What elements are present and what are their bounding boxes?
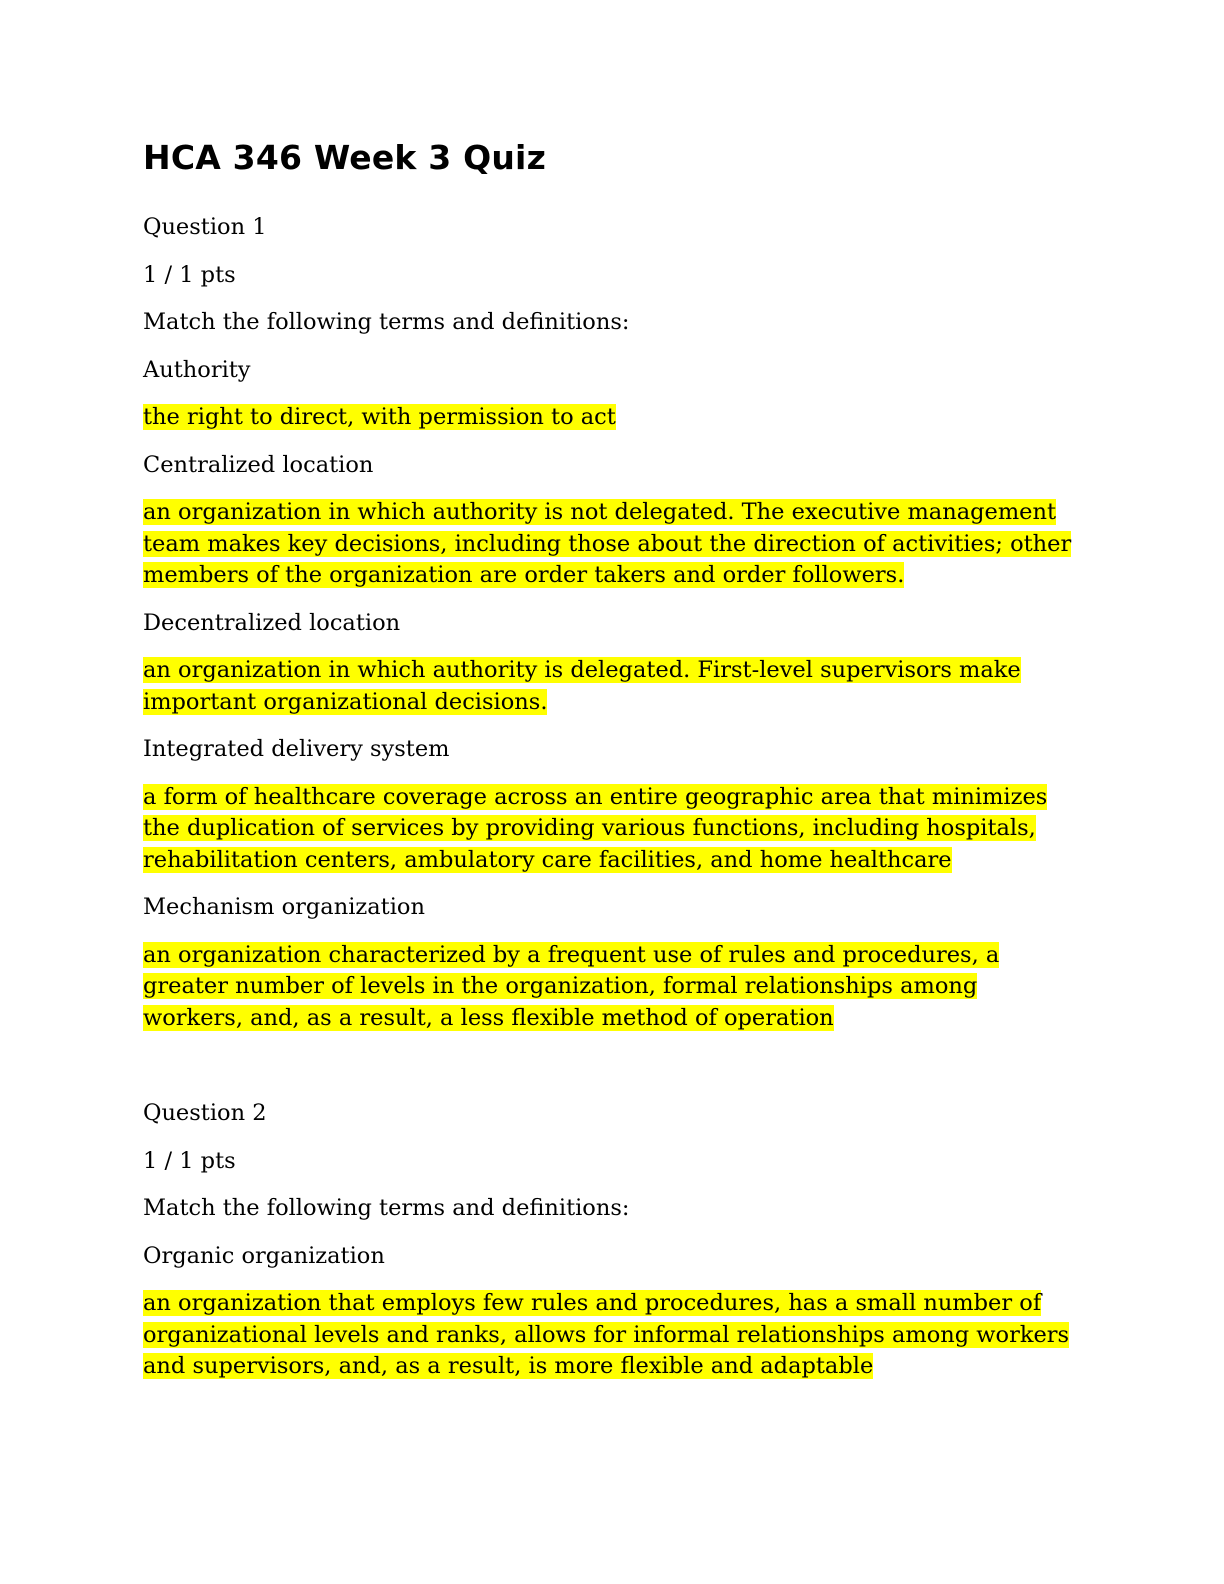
highlighted-answer: the right to direct, with permission to act bbox=[143, 404, 616, 430]
question-prompt: Match the following terms and definitions: bbox=[143, 1195, 630, 1221]
term-authority: Authority bbox=[143, 356, 251, 383]
definition-centralized-location bbox=[143, 497, 1073, 592]
definition-decentralized-location bbox=[143, 655, 1073, 718]
definition-integrated-delivery-system bbox=[143, 782, 1073, 877]
document-title: HCA 346 Week 3 Quiz bbox=[143, 138, 546, 177]
question-1 bbox=[143, 212, 1073, 1034]
term-organic-organization: Organic organization bbox=[143, 1242, 385, 1269]
definition-mechanism-organization bbox=[143, 940, 1073, 1035]
term-mechanism-organization: Mechanism organization bbox=[143, 894, 425, 920]
highlighted-answer: a form of healthcare coverage across an entire geographic area that minimizes the duplication of services by providing various functions, including hospitals, rehabilitation centers, ambulatory care facilities, and home healthcare bbox=[143, 783, 1048, 873]
highlighted-answer: an organization in which authority is not delegated. The executive management team makes key decisions, including those about the direction of activities; other members of the organization are order takers and order followers. bbox=[143, 499, 1072, 588]
question-prompt: Match the following terms and definitions: bbox=[143, 309, 630, 335]
question-2 bbox=[143, 1098, 1073, 1383]
question-points: 1 / 1 pts bbox=[143, 1147, 236, 1174]
question-label: Question 2 bbox=[143, 1100, 267, 1126]
highlighted-answer: an organization in which authority is delegated. First-level supervisors make important organizational decisions. bbox=[143, 657, 1021, 715]
term-integrated-delivery-system: Integrated delivery system bbox=[143, 736, 450, 762]
question-spacer bbox=[143, 1050, 1073, 1098]
definition-authority bbox=[143, 402, 1073, 434]
question-label: Question 1 bbox=[143, 214, 267, 240]
highlighted-answer: an organization characterized by a frequent use of rules and procedures, a greater number of levels in the organization, formal relationships among workers, and, as a result, a less flexible method of operation bbox=[143, 941, 1000, 1031]
document-content bbox=[143, 132, 1073, 1399]
term-decentralized-location: Decentralized location bbox=[143, 609, 401, 636]
highlighted-answer: an organization that employs few rules and procedures, has a small number of organizational levels and ranks, allows for informal relationships among workers and supervisors, and, as a result, is more flexible and adaptable bbox=[143, 1290, 1070, 1379]
question-points: 1 / 1 pts bbox=[143, 261, 236, 288]
term-centralized-location: Centralized location bbox=[143, 451, 374, 478]
definition-organic-organization bbox=[143, 1288, 1073, 1383]
